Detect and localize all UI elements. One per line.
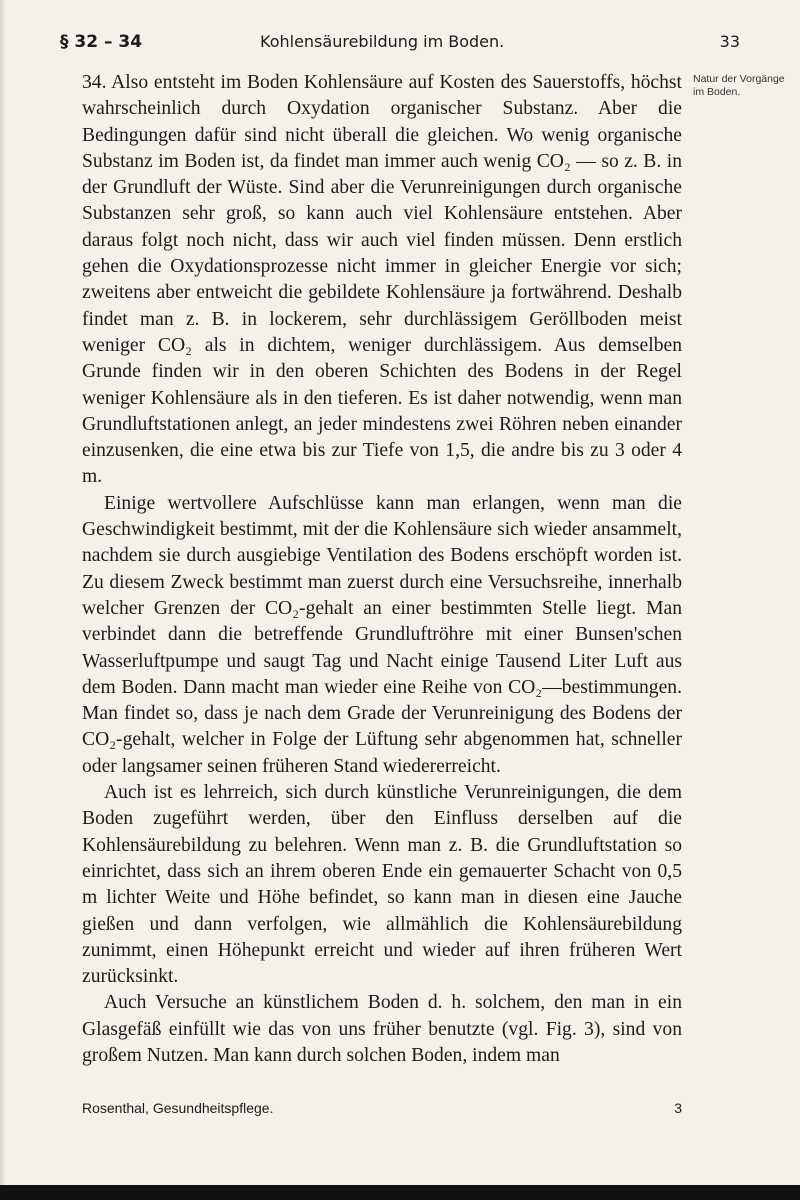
paragraph: Auch Versuche an künstlichem Boden d. h. solchem, den man in ein Glasgefäß einfüllt wie das von uns früher benutzte (vgl. Fig. 3), sind von großem Nutzen. Man kann durch solchen Boden, indem man xyxy=(82,992,682,1066)
body-text xyxy=(82,70,682,1069)
running-title: Kohlensäurebildung im Boden. xyxy=(260,32,505,51)
scan-edge-band xyxy=(0,1185,800,1200)
section-range: § 32 – 34 xyxy=(60,32,143,52)
signature-mark: 3 xyxy=(674,1100,682,1116)
paragraph: Auch ist es lehrreich, sich durch künstliche Verunreinigungen, die dem Boden zugeführt werden, über den Einfluss derselben auf die Kohlensäurebildung zu belehren. Wenn man z. B. die Grundluftstation so einrichtet, dass sich an ihrem oberen Ende ein gemauerter Schacht von 0,5 m lichter Weite und Höhe befindet, so kann man in diesen eine Jauche gießen und dann verfolgen, wie allmählich die Kohlensäurebildung zunimmt, einen Höhepunkt erreicht und wieder auf ihren früheren Wert zurücksinkt. xyxy=(82,782,682,988)
page-footer xyxy=(82,1100,682,1122)
footer-source: Rosenthal, Gesundheitspflege. xyxy=(82,1100,274,1116)
page-spine-shadow xyxy=(0,0,6,1200)
running-header xyxy=(60,32,740,58)
paragraph-34: 34. Also entsteht im Boden Kohlensäure auf Kosten des Sauerstoffs, höchst wahrscheinlich durch Oxydation organischer Substanz. Aber die Bedingungen dafür sind nicht überall die gleichen. Wo wenig organische Substanz im Boden ist, da findet man immer auch wenig CO₂ — so z. B. in der Grundluft der Wüste. Sind aber die Verunreinigungen durch organische Substanzen sehr groß, so kann auch viel Kohlensäure entstehen. Aber daraus folgt noch nicht, dass wir auch viel finden müssen. Denn erstlich gehen die Oxydationsprozesse nicht immer in gleicher Energie vor sich; zweitens aber entweicht die gebildete Kohlensäure ja fortwährend. Deshalb findet man z. B. in lockerem, sehr durchlässigem Geröllboden meist weniger CO₂ als in dichtem, weniger durchlässigem. Aus demselben Grunde finden wir in den oberen Schichten des Bodens in der Regel weniger Kohlensäure als in den tieferen. Es ist daher notwendig, wenn man Grundluftstationen anlegt, an jeder mindestens zwei Röhren neben einander einzusenken, die eine etwa bis zur Tiefe von 1,5, die andre bis zu 3 oder 4 m. xyxy=(82,72,682,488)
margin-note: Natur der Vorgänge im Boden. xyxy=(693,73,785,98)
paragraph: Einige wertvollere Aufschlüsse kann man erlangen, wenn man die Geschwindigkeit bestimmt, mit der die Kohlensäure sich wieder ansammelt, nachdem sie durch ausgiebige Ventilation des Bodens erschöpft worden ist. Zu diesem Zweck bestimmt man zuerst durch eine Versuchsreihe, innerhalb welcher Grenzen der CO₂-gehalt an einer bestimmten Stelle liegt. Man verbindet dann die betreffende Grundluftröhre mit einer Bunsen'schen Wasserluftpumpe und saugt Tag und Nacht einige Tausend Liter Luft aus dem Boden. Dann macht man wieder eine Reihe von CO₂—bestimmungen. Man findet so, dass je nach dem Grade der Verunreinigung des Bodens der CO₂-gehalt, welcher in Folge der Lüftung sehr abgenommen hat, schneller oder langsamer seinen früheren Stand wiedererreicht. xyxy=(82,492,682,777)
page-number: 33 xyxy=(719,32,740,51)
